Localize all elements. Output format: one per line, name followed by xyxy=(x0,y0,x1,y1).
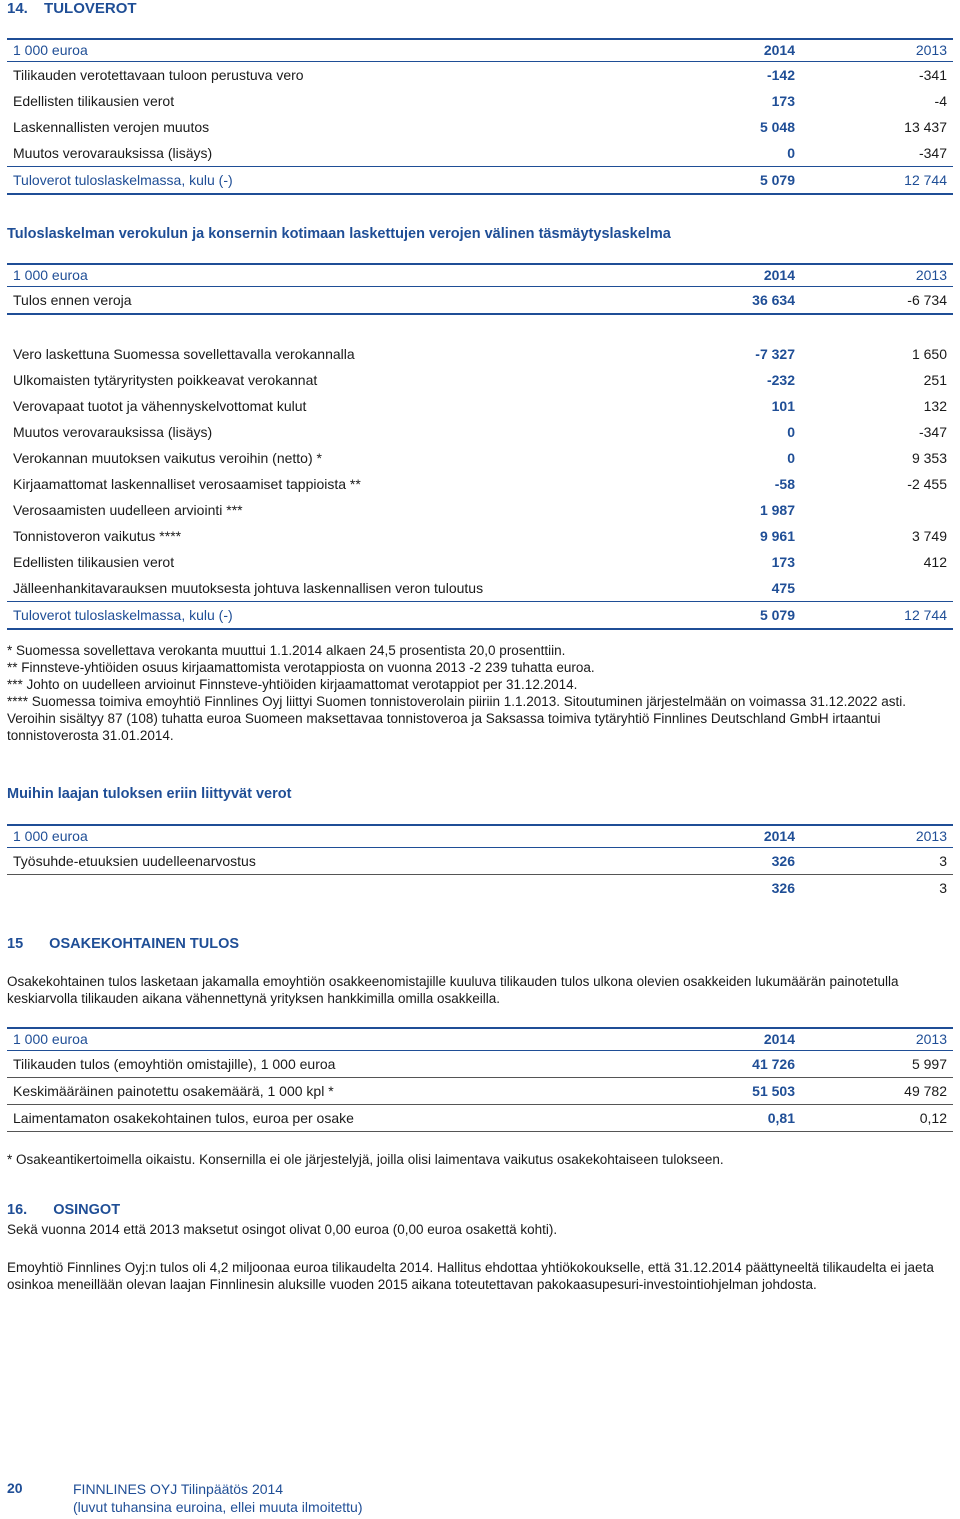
table-row xyxy=(7,62,953,88)
footnote: * Suomessa sovellettava verokanta muuttui 1.1.2014 alkaen 24,5 prosentista 20,0 prosenttiin. xyxy=(7,643,566,658)
table-row xyxy=(7,114,953,140)
row-label: Verokannan muutoksen vaikutus veroihin (netto) * xyxy=(13,450,322,466)
row-value-2013: 0,12 xyxy=(919,1110,947,1126)
row-value-2014: 0,81 xyxy=(767,1110,795,1126)
reconciliation-title: Tuloslaskelman verokulun ja konsernin kotimaan laskettujen verojen välinen täsmäytyslaskelma xyxy=(7,226,671,242)
section-14-heading xyxy=(7,0,137,17)
table-row xyxy=(7,497,953,523)
header-year-2014: 2014 xyxy=(763,828,795,844)
section-number: 16. xyxy=(7,1202,28,1218)
row-label: Verosaamisten uudelleen arviointi *** xyxy=(13,502,243,518)
section-16-heading xyxy=(7,1202,120,1218)
row-value-2013: -347 xyxy=(918,145,947,161)
table-row xyxy=(7,523,953,549)
dividends-paragraph-2: Emoyhtiö Finnlines Oyj:n tulos oli 4,2 miljoonaa euroa tilikaudelta 2014. Hallitus ehdottaa yhtiökokoukselle, että 31.12.2014 päättyneeltä tilikaudelta ei jaeta osinkoa meneillään olevan laajan Finnlinesin aluksille vuoden 2015 aikana toteutettavan pakokaasupesuri-investointiohjelman johdosta. xyxy=(7,1260,934,1292)
row-value-2014: -142 xyxy=(766,67,795,83)
row-label: Työsuhde-etuuksien uudelleenarvostus xyxy=(13,853,256,869)
income-tax-table xyxy=(7,38,953,195)
header-year-2013: 2013 xyxy=(915,42,947,58)
table-header xyxy=(7,38,953,62)
row-value-2013: 1 650 xyxy=(911,346,947,362)
footer-title: FINNLINES OYJ Tilinpäätös 2014 xyxy=(73,1481,284,1497)
row-label: Ulkomaisten tytäryritysten poikkeavat verokannat xyxy=(13,372,318,388)
footnote: *** Johto on uudelleen arvioinut Finnsteve-yhtiöiden kirjaamattomat verotappiot per 31.12.2014. xyxy=(7,677,578,692)
row-value-2013: -4 xyxy=(934,93,947,109)
row-value-2013: 5 997 xyxy=(911,1056,947,1072)
table-row xyxy=(7,1078,953,1105)
row-value-2013: 49 782 xyxy=(904,1083,947,1099)
row-label: Laimentamaton osakekohtainen tulos, euroa per osake xyxy=(13,1110,354,1126)
reconciliation-table xyxy=(7,263,953,630)
row-value-2014: 0 xyxy=(787,450,795,466)
table-row xyxy=(7,393,953,419)
row-value-2014: -7 327 xyxy=(755,346,795,362)
row-value-2014: 5 079 xyxy=(759,172,795,188)
section-title: TULOVEROT xyxy=(44,0,137,17)
row-value-2014: 475 xyxy=(771,580,795,596)
row-value-2013: 13 437 xyxy=(904,119,947,135)
row-label: Kirjaamattomat laskennalliset verosaamiset tappioista ** xyxy=(13,476,361,492)
section-number: 15 xyxy=(7,936,24,952)
row-value-2014: 36 634 xyxy=(752,292,795,308)
row-value-2014: 5 048 xyxy=(759,119,795,135)
oci-title: Muihin laajan tuloksen eriin liittyvät verot xyxy=(7,786,292,802)
table-row xyxy=(7,445,953,471)
row-label: Tilikauden verotettavaan tuloon perustuva vero xyxy=(13,67,304,83)
row-value-2014: 173 xyxy=(771,93,795,109)
table-row xyxy=(7,1051,953,1078)
row-label: Keskimääräinen painotettu osakemäärä, 1 000 kpl * xyxy=(13,1083,334,1099)
row-label: Tuloverot tuloslaskelmassa, kulu (-) xyxy=(13,172,233,188)
header-label: 1 000 euroa xyxy=(13,267,88,283)
row-value-2013: 3 xyxy=(939,880,947,896)
row-label: Laskennallisten verojen muutos xyxy=(13,119,210,135)
table-row xyxy=(7,367,953,393)
row-value-2014: 41 726 xyxy=(752,1056,795,1072)
row-value-2013: -347 xyxy=(918,424,947,440)
header-year-2013: 2013 xyxy=(915,1031,947,1047)
row-label: Muutos verovarauksissa (lisäys) xyxy=(13,424,213,440)
table-total-row xyxy=(7,601,953,630)
row-label: Vero laskettuna Suomessa sovellettavalla verokannalla xyxy=(13,346,355,362)
row-value-2013: 3 749 xyxy=(911,528,947,544)
table-row xyxy=(7,575,953,601)
row-label: Edellisten tilikausien verot xyxy=(13,93,175,109)
eps-note: * Osakeantikertoimella oikaistu. Konsernilla ei ole järjestelyjä, joilla olisi laimentava vaikutus osakekohtaiseen tulokseen. xyxy=(7,1152,724,1167)
row-label: Muutos verovarauksissa (lisäys) xyxy=(13,145,213,161)
table-row xyxy=(7,1105,953,1132)
table-row xyxy=(7,88,953,114)
row-label: Tuloverot tuloslaskelmassa, kulu (-) xyxy=(13,607,233,623)
footer-text xyxy=(73,1480,363,1516)
table-row xyxy=(7,471,953,497)
row-value-2013: 412 xyxy=(923,554,947,570)
header-label: 1 000 euroa xyxy=(13,42,88,58)
table-row xyxy=(7,549,953,575)
header-label: 1 000 euroa xyxy=(13,828,88,844)
page-number: 20 xyxy=(7,1480,23,1496)
section-number: 14. xyxy=(7,0,28,17)
footer-subtitle: (luvut tuhansina euroina, ellei muuta ilmoitettu) xyxy=(73,1499,363,1515)
section-title: OSINGOT xyxy=(53,1202,121,1218)
row-value-2014: 326 xyxy=(771,880,795,896)
row-value-2014: 9 961 xyxy=(759,528,795,544)
eps-table xyxy=(7,1027,953,1132)
row-value-2013: -2 455 xyxy=(907,476,947,492)
row-value-2014: 5 079 xyxy=(759,607,795,623)
footnote: **** Suomessa toimiva emoyhtiö Finnlines Oyj liittyi Suomen tonnistoverolain piiriin 1.1.2013. Sitoutuminen järjestelmään on voimassa 31.12.2022 asti. Veroihin sisältyy 87 (108) tuhatta euroa Suomeen maksettavaa tonnistoveroa ja Saksassa toimiva tytäryhtiö Finnlines Deutschland GmbH irtaantui tonnistoverosta 31.01.2014. xyxy=(7,694,906,743)
table-total-row xyxy=(7,166,953,195)
row-value-2013: 132 xyxy=(923,398,947,414)
table-total-row xyxy=(7,875,953,901)
dividends-paragraph-1: Sekä vuonna 2014 että 2013 maksetut osingot olivat 0,00 euroa (0,00 euroa osakettä kohti). xyxy=(7,1222,558,1237)
header-year-2014: 2014 xyxy=(763,1031,795,1047)
row-value-2014: 173 xyxy=(771,554,795,570)
row-value-2013: 9 353 xyxy=(911,450,947,466)
row-value-2014: 1 987 xyxy=(759,502,795,518)
table-header xyxy=(7,1027,953,1051)
oci-table xyxy=(7,824,953,901)
profit-before-tax-row xyxy=(7,287,953,315)
row-label: Tulos ennen veroja xyxy=(13,292,132,308)
row-value-2013: 251 xyxy=(923,372,947,388)
row-value-2014: 101 xyxy=(771,398,795,414)
row-value-2013: 12 744 xyxy=(904,172,947,188)
table-header xyxy=(7,263,953,287)
row-value-2013: -6 734 xyxy=(907,292,947,308)
header-label: 1 000 euroa xyxy=(13,1031,88,1047)
reconciliation-notes xyxy=(7,642,947,744)
row-value-2014: 51 503 xyxy=(752,1083,795,1099)
row-value-2013: -341 xyxy=(918,67,947,83)
footnote: ** Finnsteve-yhtiöiden osuus kirjaamattomista verotappiosta on vuonna 2013 -2 239 tuhatta euroa. xyxy=(7,660,595,675)
section-title: OSAKEKOHTAINEN TULOS xyxy=(49,936,240,952)
row-label: Edellisten tilikausien verot xyxy=(13,554,175,570)
row-value-2014: 0 xyxy=(787,424,795,440)
row-label: Tilikauden tulos (emoyhtiön omistajille), 1 000 euroa xyxy=(13,1056,336,1072)
header-year-2014: 2014 xyxy=(763,42,795,58)
row-value-2014: -58 xyxy=(774,476,795,492)
eps-intro: Osakekohtainen tulos lasketaan jakamalla emoyhtiön osakkeenomistajille kuuluva tilikauden tulos ulkona olevien osakkeiden lukumäärän painotetulla keskiarvolla tilikauden aikana vähennettynä yrityksen hankkimilla omilla osakkeilla. xyxy=(7,974,899,1006)
row-label: Verovapaat tuotot ja vähennyskelvottomat kulut xyxy=(13,398,307,414)
header-year-2014: 2014 xyxy=(763,267,795,283)
row-value-2013: 12 744 xyxy=(904,607,947,623)
row-value-2014: 326 xyxy=(771,853,795,869)
row-label: Jälleenhankitavarauksen muutoksesta johtuva laskennallisen veron tuloutus xyxy=(13,580,484,596)
header-year-2013: 2013 xyxy=(915,267,947,283)
table-row xyxy=(7,140,953,166)
table-row xyxy=(7,848,953,875)
table-row xyxy=(7,419,953,445)
row-label: Tonnistoveron vaikutus **** xyxy=(13,528,182,544)
row-value-2014: 0 xyxy=(787,145,795,161)
section-15-heading xyxy=(7,936,239,952)
header-year-2013: 2013 xyxy=(915,828,947,844)
row-value-2014: -232 xyxy=(766,372,795,388)
row-value-2013: 3 xyxy=(939,853,947,869)
table-row xyxy=(7,341,953,367)
table-header xyxy=(7,824,953,848)
